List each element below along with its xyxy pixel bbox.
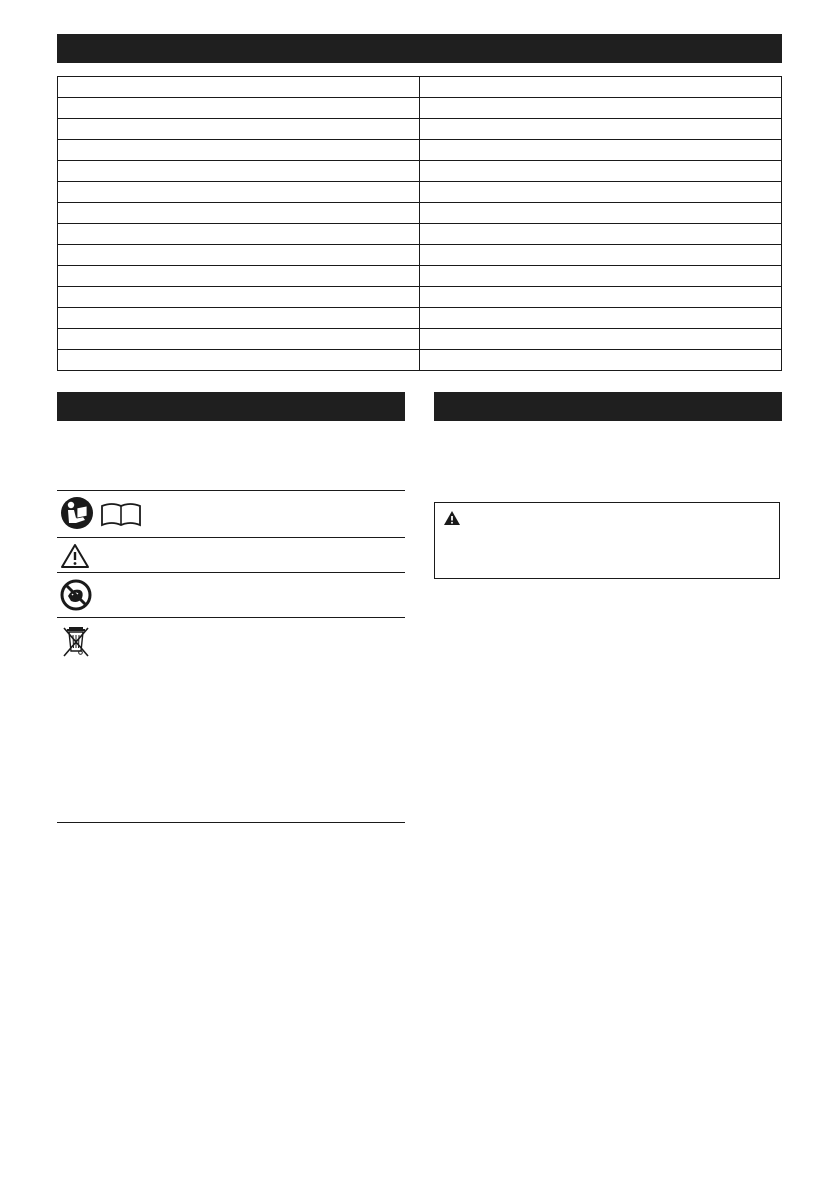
spec-label-cell: [58, 245, 420, 266]
spec-value-cell: [420, 77, 782, 98]
spec-label-cell: [58, 77, 420, 98]
no-smoking-icon: [60, 579, 92, 616]
warning-notice-box: [434, 502, 780, 579]
spec-value-cell: [420, 245, 782, 266]
spec-label-cell: [58, 119, 420, 140]
symbol-divider: [57, 490, 405, 491]
spec-row: [58, 329, 782, 350]
symbol-divider: [57, 822, 405, 823]
spec-row: [58, 350, 782, 371]
spec-row: [58, 245, 782, 266]
spec-row: [58, 161, 782, 182]
specifications-table: [57, 76, 782, 371]
spec-value-cell: [420, 329, 782, 350]
spec-value-cell: [420, 266, 782, 287]
spec-row: [58, 98, 782, 119]
spec-value-cell: [420, 98, 782, 119]
spec-row: [58, 203, 782, 224]
warning-icon: [443, 510, 461, 531]
spec-value-cell: [420, 308, 782, 329]
spec-label-cell: [58, 140, 420, 161]
spec-label-cell: [58, 266, 420, 287]
spec-value-cell: [420, 119, 782, 140]
spec-row: [58, 77, 782, 98]
spec-row: [58, 308, 782, 329]
crossed-out-bin-icon: [60, 624, 92, 663]
spec-row: [58, 287, 782, 308]
spec-label-cell: [58, 203, 420, 224]
spec-row: [58, 182, 782, 203]
spec-label-cell: [58, 329, 420, 350]
safety-header-bar: [434, 392, 782, 421]
spec-value-cell: [420, 203, 782, 224]
spec-value-cell: [420, 224, 782, 245]
symbol-divider: [57, 617, 405, 618]
spec-row: [58, 266, 782, 287]
spec-value-cell: [420, 161, 782, 182]
spec-label-cell: [58, 98, 420, 119]
spec-label-cell: [58, 287, 420, 308]
symbols-header-bar: [57, 392, 405, 421]
spec-row: [58, 140, 782, 161]
specifications-header-bar: [57, 34, 782, 63]
spec-row: [58, 224, 782, 245]
spec-value-cell: [420, 140, 782, 161]
read-manual-icon: [60, 496, 160, 535]
spec-label-cell: [58, 161, 420, 182]
spec-value-cell: [420, 350, 782, 371]
warning-triangle-icon: [60, 543, 90, 574]
spec-value-cell: [420, 287, 782, 308]
spec-value-cell: [420, 182, 782, 203]
specifications-title: [57, 40, 67, 56]
spec-label-cell: [58, 224, 420, 245]
spec-label-cell: [58, 350, 420, 371]
symbols-title: [57, 398, 67, 414]
spec-row: [58, 119, 782, 140]
safety-title: [434, 398, 444, 414]
spec-label-cell: [58, 308, 420, 329]
spec-label-cell: [58, 182, 420, 203]
symbol-divider: [57, 572, 405, 573]
symbol-divider: [57, 537, 405, 538]
